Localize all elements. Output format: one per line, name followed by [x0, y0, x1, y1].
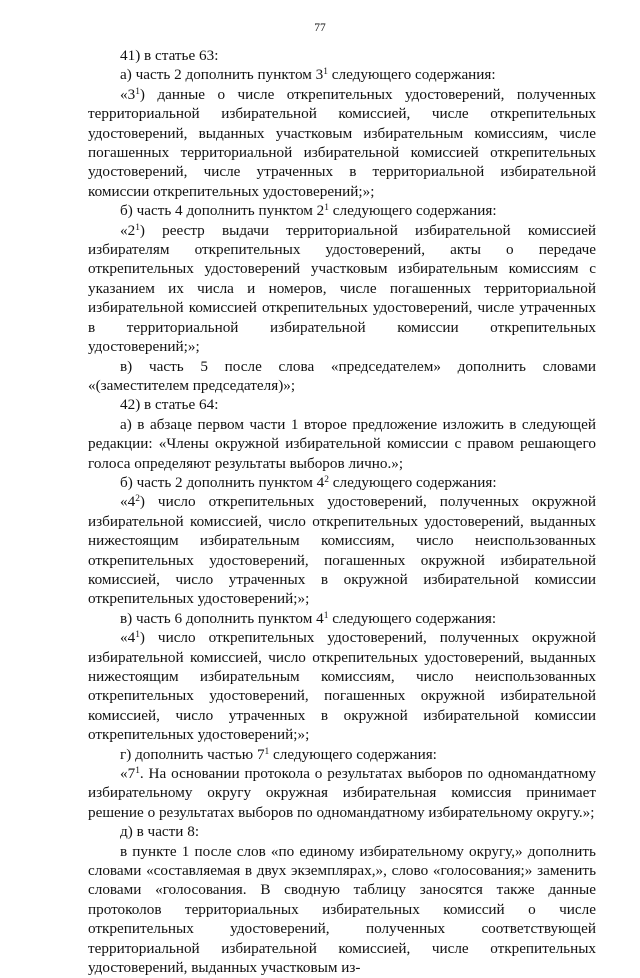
paragraph	[88, 473, 596, 492]
text-run: б) часть 4 дополнить пунктом 2	[120, 202, 325, 220]
text-run: а) часть 2 дополнить пунктом 3	[120, 66, 324, 84]
text-run: следующего содержания:	[328, 473, 497, 491]
paragraph	[88, 492, 596, 608]
text-run: д) в части 8:	[120, 823, 200, 841]
text-run: ) реестр выдачи территориальной избирательной комиссией избирателям открепительных удостоверений, акты о передаче открепительных удостоверений участковым избирательным комиссиям с указанием их числа и номеров, числе погашенных территориальной избирательной комиссией открепительных удостоверений, числе утраченных в территориальной избирательной комиссии открепительных удостоверений;»;	[88, 221, 596, 356]
paragraph	[88, 822, 596, 841]
paragraph	[88, 201, 596, 220]
superscript: 2	[135, 494, 140, 505]
paragraph	[88, 628, 596, 744]
text-run: . На основании протокола о результатах выборов по одномандатному избирательному округу окружная избирательная комиссия принимает решение о результатах выборов по одномандатному избирательному округу.»;	[88, 765, 596, 821]
paragraph	[88, 415, 596, 473]
text-run: «2	[120, 221, 136, 239]
text-run: следующего содержания:	[269, 745, 437, 763]
superscript: 2	[324, 474, 329, 485]
text-run: в) часть 6 дополнить пунктом 4	[120, 609, 324, 627]
paragraph	[88, 357, 596, 396]
text-run: в пункте 1 после слов «по единому избирательному округу,» дополнить словами «составляемая в двух экземплярах,», слово «голосования;» заменить словами «голосования. В сводную таблицу заносятся также данные протоколов территориальных избирательных комиссий о числе открепительных удостоверений, полученных соответствующей территориальной избирательной комиссией, числе открепительных удостоверений, выданных участковым из-	[88, 842, 596, 977]
paragraph	[88, 395, 596, 414]
document-text	[88, 46, 596, 978]
paragraph	[88, 842, 596, 978]
superscript: 1	[135, 86, 140, 97]
text-run: в) часть 5 после слова «председателем» дополнить словами «(заместителем председателя)»;	[88, 357, 596, 394]
text-run: следующего содержания:	[328, 609, 497, 627]
paragraph	[88, 764, 596, 822]
text-run: «3	[120, 85, 136, 103]
paragraph	[88, 65, 596, 84]
text-run: г) дополнить частью 7	[120, 745, 265, 763]
text-run: б) часть 2 дополнить пунктом 4	[120, 473, 325, 491]
text-run: ) число открепительных удостоверений, полученных окружной избирательной комиссией, число открепительных удостоверений, выданных нижестоящим избирательным комиссиям, число неиспользованных открепительных удостоверений, погашенных окружной избирательной комиссией, число утраченных в окружной избирательной комиссии открепительных удостоверений;»;	[88, 493, 596, 608]
text-run: а) в абзаце первом части 1 второе предложение изложить в следующей редакции: «Члены окружной избирательной комиссии с правом решающего голоса определяют результаты выборов лично.»;	[88, 415, 596, 472]
text-run: следующего содержания:	[328, 202, 497, 220]
paragraph	[88, 46, 596, 65]
text-run: ) данные о числе открепительных удостоверений, полученных территориальной избирательной комиссией, числе открепительных удостоверений, выданных участковым избирательным комиссиям, числе погашенных территориальной избирательной комиссией открепительных удостоверений, числе утраченных в территориальной избирательной комиссии открепительных удостоверений;»;	[88, 85, 596, 200]
page-number: 77	[314, 22, 326, 34]
paragraph	[88, 221, 596, 357]
superscript: 1	[135, 765, 140, 776]
superscript: 1	[323, 67, 328, 78]
paragraph	[88, 85, 596, 201]
text-run: следующего содержания:	[327, 66, 496, 84]
text-run: «4	[120, 493, 136, 511]
text-run: 41) в статье 63:	[120, 47, 219, 64]
text-run: ) число открепительных удостоверений, полученных окружной избирательной комиссией, число открепительных удостоверений, выданных нижестоящим избирательным комиссиям, число неиспользованных открепительных удостоверений, погашенных окружной избирательной комиссией, число утраченных в окружной избирательной комиссии открепительных удостоверений;»;	[88, 629, 596, 744]
text-run: «4	[120, 629, 136, 647]
superscript: 1	[324, 203, 329, 214]
paragraph	[88, 609, 596, 628]
paragraph	[88, 745, 596, 764]
text-run: «7	[120, 765, 136, 783]
text-run: 42) в статье 64:	[120, 396, 219, 414]
superscript: 1	[323, 610, 329, 621]
superscript: 1	[264, 746, 270, 757]
superscript: 1	[135, 630, 140, 641]
superscript: 1	[135, 222, 140, 233]
